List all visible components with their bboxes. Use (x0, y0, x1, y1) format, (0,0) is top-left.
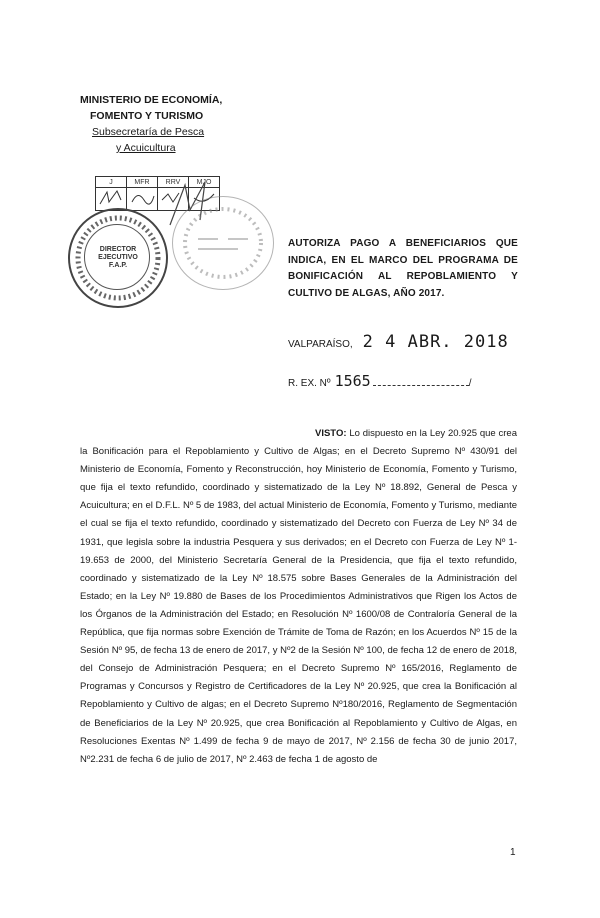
initials-cell: MFR (127, 177, 158, 188)
official-seal (68, 208, 168, 308)
visto-label: VISTO: (315, 428, 347, 439)
seal-center-text (70, 246, 166, 270)
ministry-name: MINISTERIO DE ECONOMÍA, (80, 94, 223, 106)
subsecretary-name-cont: y Acuicultura (116, 142, 176, 154)
rex-number: 1565 (334, 372, 371, 390)
rex-suffix: / (468, 378, 472, 389)
resolution-subject: AUTORIZA PAGO A BENEFICIARIOS QUE INDICA, EN EL MARCO DEL PROGRAMA DE BONIFICACIÓN AL REPOBLAMIENTO Y CULTIVO DE ALGAS, AÑO 2017. (288, 238, 518, 299)
page-number: 1 (510, 847, 516, 858)
initials-cell: J (96, 177, 127, 188)
initials-cell: MJO (189, 177, 220, 188)
initials-signature-cell (96, 188, 127, 211)
seal-center-line: DIRECTOR (99, 246, 137, 253)
rex-label: R. EX. Nº (288, 378, 331, 389)
visto-paragraph (80, 425, 517, 769)
place-date-line (288, 332, 509, 352)
date-stamp: 2 4 ABR. 2018 (362, 332, 509, 352)
subsecretary-name: Subsecretaría de Pesca (92, 126, 205, 138)
seal-center-line: F.A.P. (108, 262, 128, 269)
faded-stamp (172, 196, 274, 290)
rex-fill-line (373, 385, 469, 386)
initial-scribble-icon (128, 188, 156, 208)
initial-scribble-icon (97, 188, 125, 208)
initials-signature-cell (127, 188, 158, 211)
seal-center-line: EJECUTIVO (98, 254, 138, 261)
initials-cell: RRV (158, 177, 189, 188)
ministry-name-cont: FOMENTO Y TURISMO (90, 110, 204, 122)
faded-stamp-pattern-icon (173, 197, 273, 289)
place-label: VALPARAÍSO, (288, 339, 353, 350)
ministry-header (80, 92, 222, 156)
visto-text: Lo dispuesto en la Ley 20.925 que crea la Bonificación para el Repoblamiento y Cultivo de Algas; en el Decreto Supremo Nº 430/91 del Ministerio de Economía, Fomento y Reconstrucción, hoy Ministerio de Economía, Fomento y Turismo, que fija el texto refundido, coordinado y sistematizado de la Ley Nº 18.892, General de Pesca y Acuicultura; en el D.F.L. Nº 5 de 1983, del actual Ministerio de Economía, Fomento y Turismo, mediante el cual se fija el texto refundido, coordinado y sistematizado del Decreto con Fuerza de Ley Nº 34 de 1931, que legisla sobre la industria Pesquera y sus derivados; en el Decreto con Fuerza de Ley Nº 1-19.653 de 2000, del Ministerio Secretaría General de la Presidencia, que fija el texto refundido, coordinado y sistematizado de la Ley Nº 18.575 sobre Bases Generales de la Administración del Estado; en la Ley Nº 19.880 de Bases de los Procedimientos Administrativos que Rigen los Actos de los Órganos de la Administración del Estado; en Resolución Nº 1600/08 de Contraloría General de la República, que fija normas sobre Exención de Trámite de Toma de Razón; en los Acuerdos Nº 15 de la Sesión Nº 95, de fecha 13 de enero de 2017, y Nº2 de la Sesión Nº 100, de fecha 12 de enero de 2018, del Consejo de Administración Pesquera; en el Decreto Supremo Nº 165/2016, Reglamento de Programas y Concursos y Registro de Certificadores de la Ley Nº 20.925, que crea la Bonificación al Repoblamiento y Cultivo de algas; en el Decreto Supremo Nº180/2016, Reglamento de Segmentación de Beneficiarios de la Ley Nº 20.925, que crea Bonificación al Repoblamiento y Cultivo de Algas, en Resoluciones Exentas Nº 1.499 de fecha 9 de mayo de 2017, Nº 2.156 de fecha 30 de junio 2017, Nº2.231 de fecha 6 de julio de 2017, Nº 2.463 de fecha 1 de agosto de (80, 428, 517, 765)
resolution-number-line (288, 372, 471, 390)
